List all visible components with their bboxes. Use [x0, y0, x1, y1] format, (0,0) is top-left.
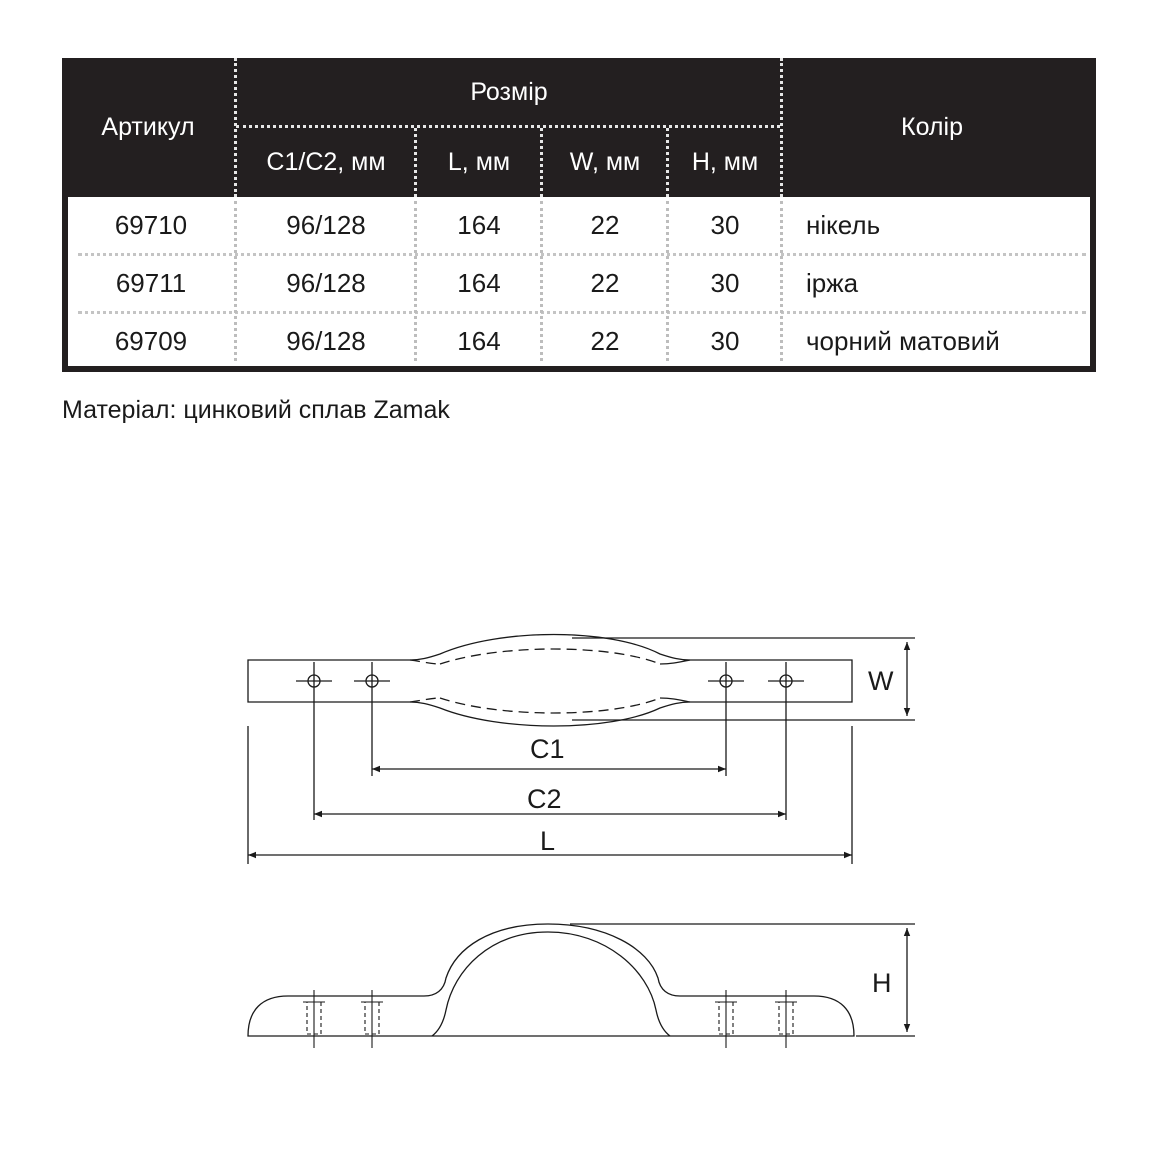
cell-article: 69709	[114, 325, 188, 356]
hidden-line	[660, 698, 690, 702]
cell-w: 22	[590, 267, 620, 298]
cell-l: 164	[457, 209, 501, 240]
header-color: Колір	[901, 113, 963, 141]
cell-article: 69711	[115, 267, 187, 298]
label-c1: C1	[530, 734, 565, 764]
cell-c1c2: 96/128	[286, 267, 366, 298]
cell-article: 69710	[114, 209, 188, 240]
header-c1c2: С1/С2, мм	[266, 148, 386, 176]
header-w: W, мм	[569, 148, 641, 176]
header-size-group: Розмір	[470, 77, 548, 106]
header-l: L, мм	[447, 148, 511, 176]
top-view	[248, 635, 915, 865]
cell-h: 30	[710, 267, 740, 298]
screw-hole	[715, 990, 737, 1048]
header-h: H, мм	[691, 148, 759, 176]
cell-color: нікель	[806, 209, 881, 240]
cell-color: чорний матовий	[806, 325, 1000, 356]
cell-h: 30	[710, 209, 740, 240]
cell-h: 30	[710, 325, 740, 356]
label-l: L	[540, 826, 556, 856]
handle-outline	[248, 635, 852, 727]
handle-profile	[248, 924, 854, 1036]
material-note: Матеріал: цинковий сплав Zamak	[62, 396, 450, 424]
hidden-line	[660, 660, 690, 664]
screw-hole	[303, 990, 325, 1048]
hole-marker	[296, 662, 332, 820]
cell-l: 164	[457, 267, 501, 298]
label-c2: C2	[527, 784, 562, 814]
cell-l: 164	[457, 325, 501, 356]
header-article: Артикул	[101, 113, 195, 141]
label-w: W	[868, 666, 894, 696]
label-h: H	[872, 968, 892, 998]
cell-c1c2: 96/128	[286, 325, 366, 356]
screw-hole	[775, 990, 797, 1048]
hole-marker	[768, 662, 804, 820]
hole-marker	[354, 662, 390, 776]
hole-marker	[708, 662, 744, 776]
cell-w: 22	[590, 209, 620, 240]
cell-w: 22	[590, 325, 620, 356]
cell-c1c2: 96/128	[286, 209, 366, 240]
side-view	[248, 924, 915, 1048]
cell-color: іржа	[806, 267, 859, 298]
screw-hole	[361, 990, 383, 1048]
